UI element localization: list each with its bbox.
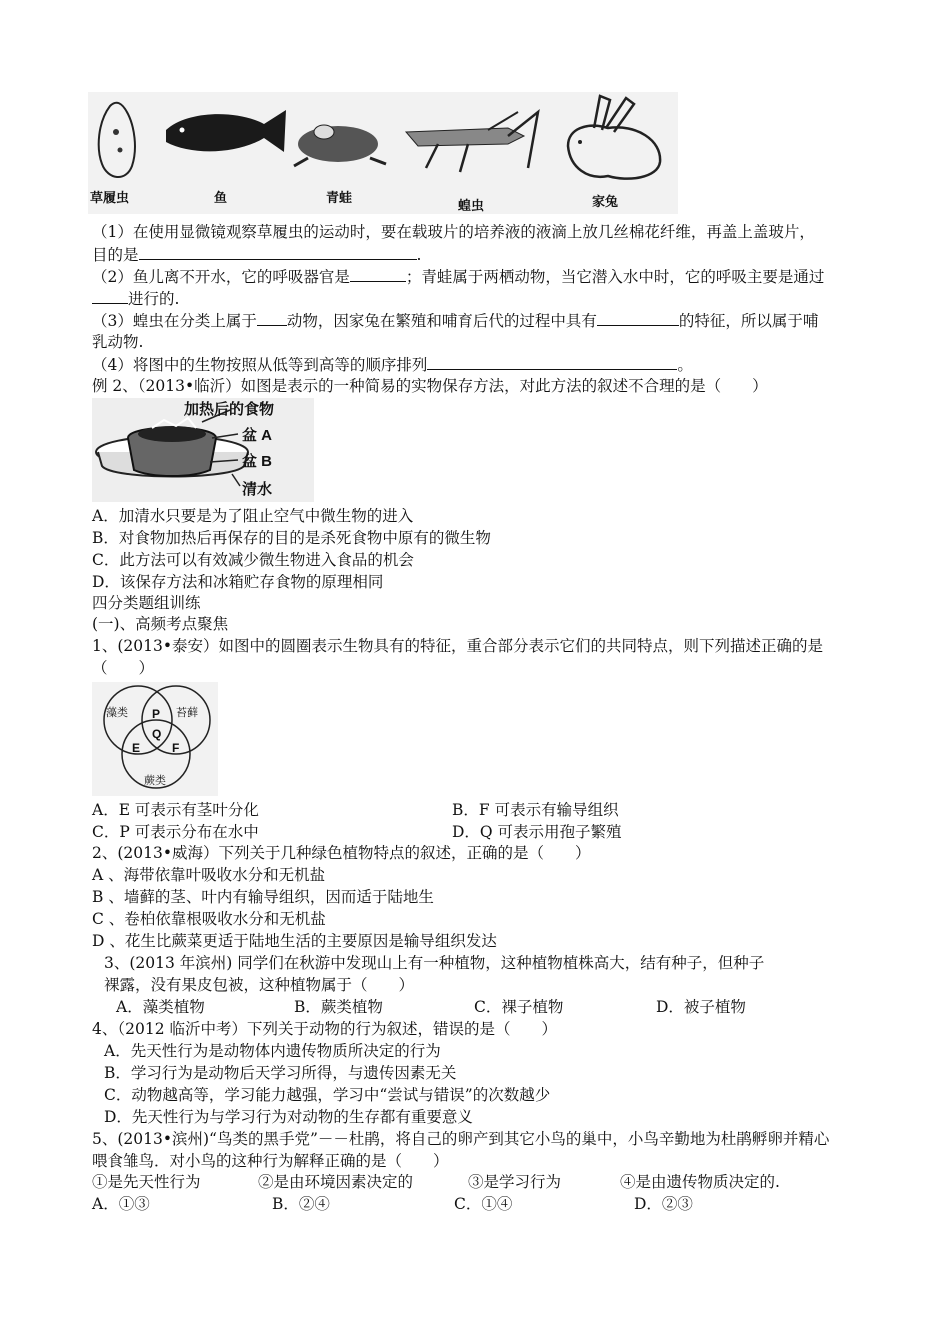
problem5-option-c: C．①④ bbox=[454, 1195, 513, 1213]
problem4-stem: 4、（2012 临沂中考）下列关于动物的行为叙述，错误的是（ ） bbox=[92, 1020, 557, 1038]
q1-part2-line2: 进行的. bbox=[92, 288, 179, 309]
problem2-option-b: B 、墙藓的茎、叶内有输导组织，因而适于陆地生 bbox=[92, 888, 434, 906]
q1-part1-line: （1）在使用显微镜观察草履虫的运动时，要在载玻片的培养液的液滴上放几丝棉花纤维，再盖上盖玻片， bbox=[92, 223, 815, 241]
venn-label-algae: 藻类 bbox=[106, 707, 128, 719]
figure-label: 盆 A bbox=[242, 427, 273, 444]
answer-blank[interactable] bbox=[257, 310, 287, 326]
problem3-option-d: D．被子植物 bbox=[656, 998, 746, 1016]
problem3-stem: 3、(2013 年滨州) 同学们在秋游中发现山上有一种植物，这种植物植株高大，结有种子，但种子 bbox=[104, 954, 765, 972]
answer-blank[interactable] bbox=[427, 354, 677, 370]
venn-label-q: Q bbox=[152, 727, 162, 741]
food-storage-figure bbox=[92, 398, 314, 502]
section-subtitle: (一)、高频考点聚焦 bbox=[92, 615, 229, 633]
figure-label: 加热后的食物 bbox=[184, 401, 275, 418]
figure-label: 清水 bbox=[242, 481, 273, 498]
problem1-options-row2: C．P 可表示分布在水中 D．Q 可表示用孢子繁殖 bbox=[92, 823, 622, 841]
problem5-option-a: A．①③ bbox=[92, 1195, 150, 1213]
venn-label-moss: 苔藓 bbox=[176, 707, 198, 719]
q1-part3-line: （3）蝗虫在分类上属于 动物，因家兔在繁殖和哺育后代的过程中具有 的特征，所以属于哺 bbox=[92, 312, 819, 330]
venn-label-f: F bbox=[172, 741, 180, 755]
problem4-option-c: C．动物越高等，学习能力越强，学习中“尝试与错误”的次数越少 bbox=[104, 1086, 551, 1104]
example2-option-c: C．此方法可以有效减少微生物进入食品的机会 bbox=[92, 551, 414, 569]
problem2-option-c: C 、卷柏依靠根吸收水分和无机盐 bbox=[92, 910, 326, 928]
problem4-option-d: D．先天性行为与学习行为对动物的生存都有重要意义 bbox=[104, 1108, 473, 1126]
organism-label: 草履虫 bbox=[90, 190, 130, 205]
problem1-options-row1: A．E 可表示有茎叶分化 B．F 可表示有输导组织 bbox=[92, 801, 619, 819]
problem3-option-a: A．藻类植物 bbox=[116, 998, 205, 1016]
problem5-statement-3: ③是学习行为 bbox=[468, 1173, 562, 1191]
problem1-stem-2: （ ） bbox=[92, 659, 155, 677]
example2-stem: 例 2、（2013•临沂）如图是表示的一种简易的实物保存方法，对此方法的叙述不合理的是（ ） bbox=[92, 377, 768, 395]
organism-label: 鱼 bbox=[214, 190, 228, 205]
problem5-stem-2: 喂食雏鸟．对小鸟的这种行为解释正确的是（ ） bbox=[92, 1152, 449, 1170]
answer-blank[interactable] bbox=[139, 244, 417, 260]
problem1-stem: 1、(2013•泰安）如图中的圆圈表示生物具有的特征，重合部分表示它们的共同特点，则下列描述正确的是 bbox=[92, 637, 824, 655]
figure-label: 盆 B bbox=[242, 453, 273, 470]
problem3-stem-2: 裸露，没有果皮包被，这种植物属于（ ） bbox=[104, 976, 415, 994]
q1-part4-line: （4）将图中的生物按照从低等到高等的顺序排列 。 bbox=[92, 356, 693, 374]
venn-illustration bbox=[92, 682, 218, 796]
organisms-figure bbox=[88, 92, 678, 214]
problem2-option-d: D 、花生比蕨菜更适于陆地生活的主要原因是输导组织发达 bbox=[92, 932, 497, 950]
problem5-statement-2: ②是由环境因素决定的 bbox=[258, 1173, 414, 1191]
organism-label: 蝗虫 bbox=[458, 198, 485, 213]
section-title: 四分类题组训练 bbox=[92, 594, 201, 612]
problem2-stem: 2、(2013•威海）下列关于几种绿色植物特点的叙述，正确的是（ ） bbox=[92, 844, 591, 862]
q1-part3-line2: 乳动物. bbox=[92, 333, 144, 351]
example2-option-a: A．加清水只要是为了阻止空气中微生物的进入 bbox=[92, 507, 414, 525]
q1-part2-line: （2）鱼儿离不开水，它的呼吸器官是 ；青蛙属于两栖动物，当它潜入水中时，它的呼吸主要是通过 bbox=[92, 268, 825, 286]
venn-label-fern: 蕨类 bbox=[144, 775, 166, 787]
organism-label: 青蛙 bbox=[326, 190, 353, 205]
q1-part1-line2: 目的是 . bbox=[92, 246, 422, 264]
food-storage-illustration bbox=[92, 398, 314, 502]
problem3-option-b: B．蕨类植物 bbox=[294, 998, 383, 1016]
problem3-option-c: C．裸子植物 bbox=[474, 998, 564, 1016]
problem5-statement-4: ④是由遗传物质决定的. bbox=[620, 1173, 780, 1191]
problem5-stem: 5、(2013•滨州)“鸟类的黑手党”－－杜鹃，将自己的卵产到其它小鸟的巢中，小鸟辛勤地为杜鹃孵卵并精心 bbox=[92, 1130, 830, 1148]
answer-blank[interactable] bbox=[350, 266, 406, 282]
venn-diagram bbox=[92, 682, 218, 796]
organisms-illustration bbox=[88, 92, 678, 214]
answer-blank[interactable] bbox=[92, 288, 128, 304]
example2-option-b: B．对食物加热后再保存的目的是杀死食物中原有的微生物 bbox=[92, 529, 491, 547]
venn-label-p: P bbox=[152, 707, 161, 721]
example2-option-d: D．该保存方法和冰箱贮存食物的原理相同 bbox=[92, 573, 384, 591]
problem5-statement-1: ①是先天性行为 bbox=[92, 1173, 201, 1191]
problem2-option-a: A 、海带依靠叶吸收水分和无机盐 bbox=[92, 866, 326, 884]
answer-blank[interactable] bbox=[597, 310, 679, 326]
venn-label-e: E bbox=[132, 741, 141, 755]
problem5-option-b: B．②④ bbox=[272, 1195, 330, 1213]
problem4-option-a: A．先天性行为是动物体内遗传物质所决定的行为 bbox=[104, 1042, 441, 1060]
problem4-option-b: B．学习行为是动物后天学习所得，与遗传因素无关 bbox=[104, 1064, 457, 1082]
organism-label: 家兔 bbox=[592, 194, 619, 209]
problem5-option-d: D．②③ bbox=[634, 1195, 693, 1213]
